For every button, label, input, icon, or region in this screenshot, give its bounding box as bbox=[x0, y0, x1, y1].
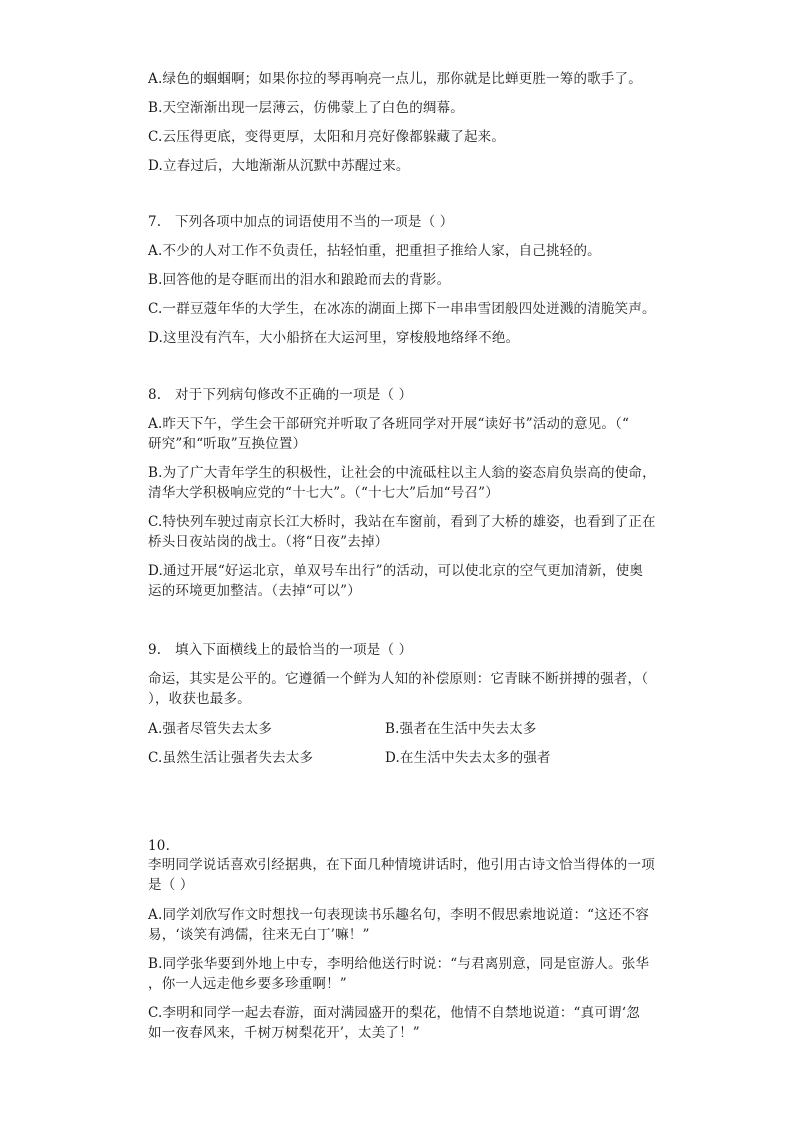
q6-option-a: A.绿色的蝈蝈啊；如果你拉的琴再响亮一点儿，那你就是比蝉更胜一筹的歌手了。 bbox=[148, 71, 642, 87]
q10-option-c-line1: C.李明和同学一起去春游，面对满园盛开的梨花，他情不自禁地说道：“真可谓‘忽 bbox=[148, 1005, 640, 1021]
q9-passage-line1: 命运，其实是公平的。它遵循一个鲜为人知的补偿原则：它青睐不断拼搏的强者，（ bbox=[148, 671, 649, 687]
q8-option-d-line2: 运的环境更加整洁。（去掉“可以”） bbox=[148, 583, 361, 599]
q10-stem-line1: 李明同学说话喜欢引经据典，在下面几种情境讲话时，他引用古诗文恰当得体的一项 bbox=[148, 857, 655, 873]
q9-option-b: B.强者在生活中失去太多 bbox=[385, 721, 537, 737]
q6-option-c: C.云压得更底，变得更厚，太阳和月亮好像都躲藏了起来。 bbox=[148, 129, 506, 145]
q10-option-b-line1: B.同学张华要到外地上中专，李明给他送行时说：“与君离别意，同是宦游人。张华 bbox=[148, 956, 650, 972]
q8-option-c-line1: C.特快列车驶过南京长江大桥时，我站在车窗前，看到了大桥的雄姿，也看到了正在 bbox=[148, 514, 656, 530]
q7-option-c: C.一群豆蔻年华的大学生，在冰冻的湖面上掷下一串串雪团般四处迸溅的清脆笑声。 bbox=[148, 301, 656, 317]
q6-option-d: D.立春过后，大地渐渐从沉默中苏醒过来。 bbox=[148, 158, 410, 174]
q10-option-b-line2: ，你一人远走他乡要多珍重啊！” bbox=[148, 976, 347, 992]
q6-option-b: B.天空渐渐出现一层薄云，仿佛蒙上了白色的绸幕。 bbox=[148, 100, 465, 116]
q10-option-a-line1: A.同学刘欣写作文时想找一句表现读书乐趣名句，李明不假思索地说道：“这还不容 bbox=[148, 907, 650, 923]
q9-stem: 9. 填入下面横线上的最恰当的一项是（ ） bbox=[148, 642, 413, 658]
q9-option-c: C.虽然生活让强者失去太多 bbox=[148, 750, 314, 766]
q8-option-d-line1: D.通过开展“好运北京，单双号车出行”的活动，可以使北京的空气更加清新，使奥 bbox=[148, 563, 644, 579]
q10-stem-line2: 是（ ） bbox=[148, 877, 194, 893]
q10-option-a-line2: 易，‘谈笑有鸿儒，往来无白丁’嘛！” bbox=[148, 927, 370, 943]
q8-option-c-line2: 桥头日夜站岗的战士。（将“日夜”去掉） bbox=[148, 534, 389, 550]
q9-option-d: D.在生活中失去太多的强者 bbox=[385, 750, 551, 766]
q9-passage-line2: ），收获也最多。 bbox=[148, 691, 251, 707]
q8-option-b-line1: B.为了广大青年学生的积极性，让社会的中流砥柱以主人翁的姿态肩负崇高的使命， bbox=[148, 465, 656, 481]
q8-option-a-line1: A.昨天下午，学生会干部研究并听取了各班同学对开展“读好书”活动的意见。（“ bbox=[148, 416, 630, 432]
q7-option-d: D.这里没有汽车，大小船挤在大运河里，穿梭般地络绎不绝。 bbox=[148, 330, 520, 346]
q9-option-a: A.强者尽管失去太多 bbox=[148, 721, 273, 737]
q7-stem: 7. 下列各项中加点的词语使用不当的一项是（ ） bbox=[148, 214, 454, 230]
q7-option-b: B.回答他的是夺眶而出的泪水和踉跄而去的背影。 bbox=[148, 272, 451, 288]
q8-stem: 8. 对于下列病句修改不正确的一项是（ ） bbox=[148, 387, 413, 403]
q10-option-c-line2: 如一夜春风来，千树万树梨花开’，太美了！” bbox=[148, 1025, 420, 1041]
q7-option-a: A.不少的人对工作不负责任，拈轻怕重，把重担子推给人家，自己挑轻的。 bbox=[148, 243, 601, 259]
q8-option-a-line2: 研究”和“听取”互换位置） bbox=[148, 436, 307, 452]
q8-option-b-line2: 清华大学积极响应党的“十七大”。（“十七大”后加“号召”） bbox=[148, 485, 499, 501]
q10-number: 10. bbox=[148, 838, 171, 854]
